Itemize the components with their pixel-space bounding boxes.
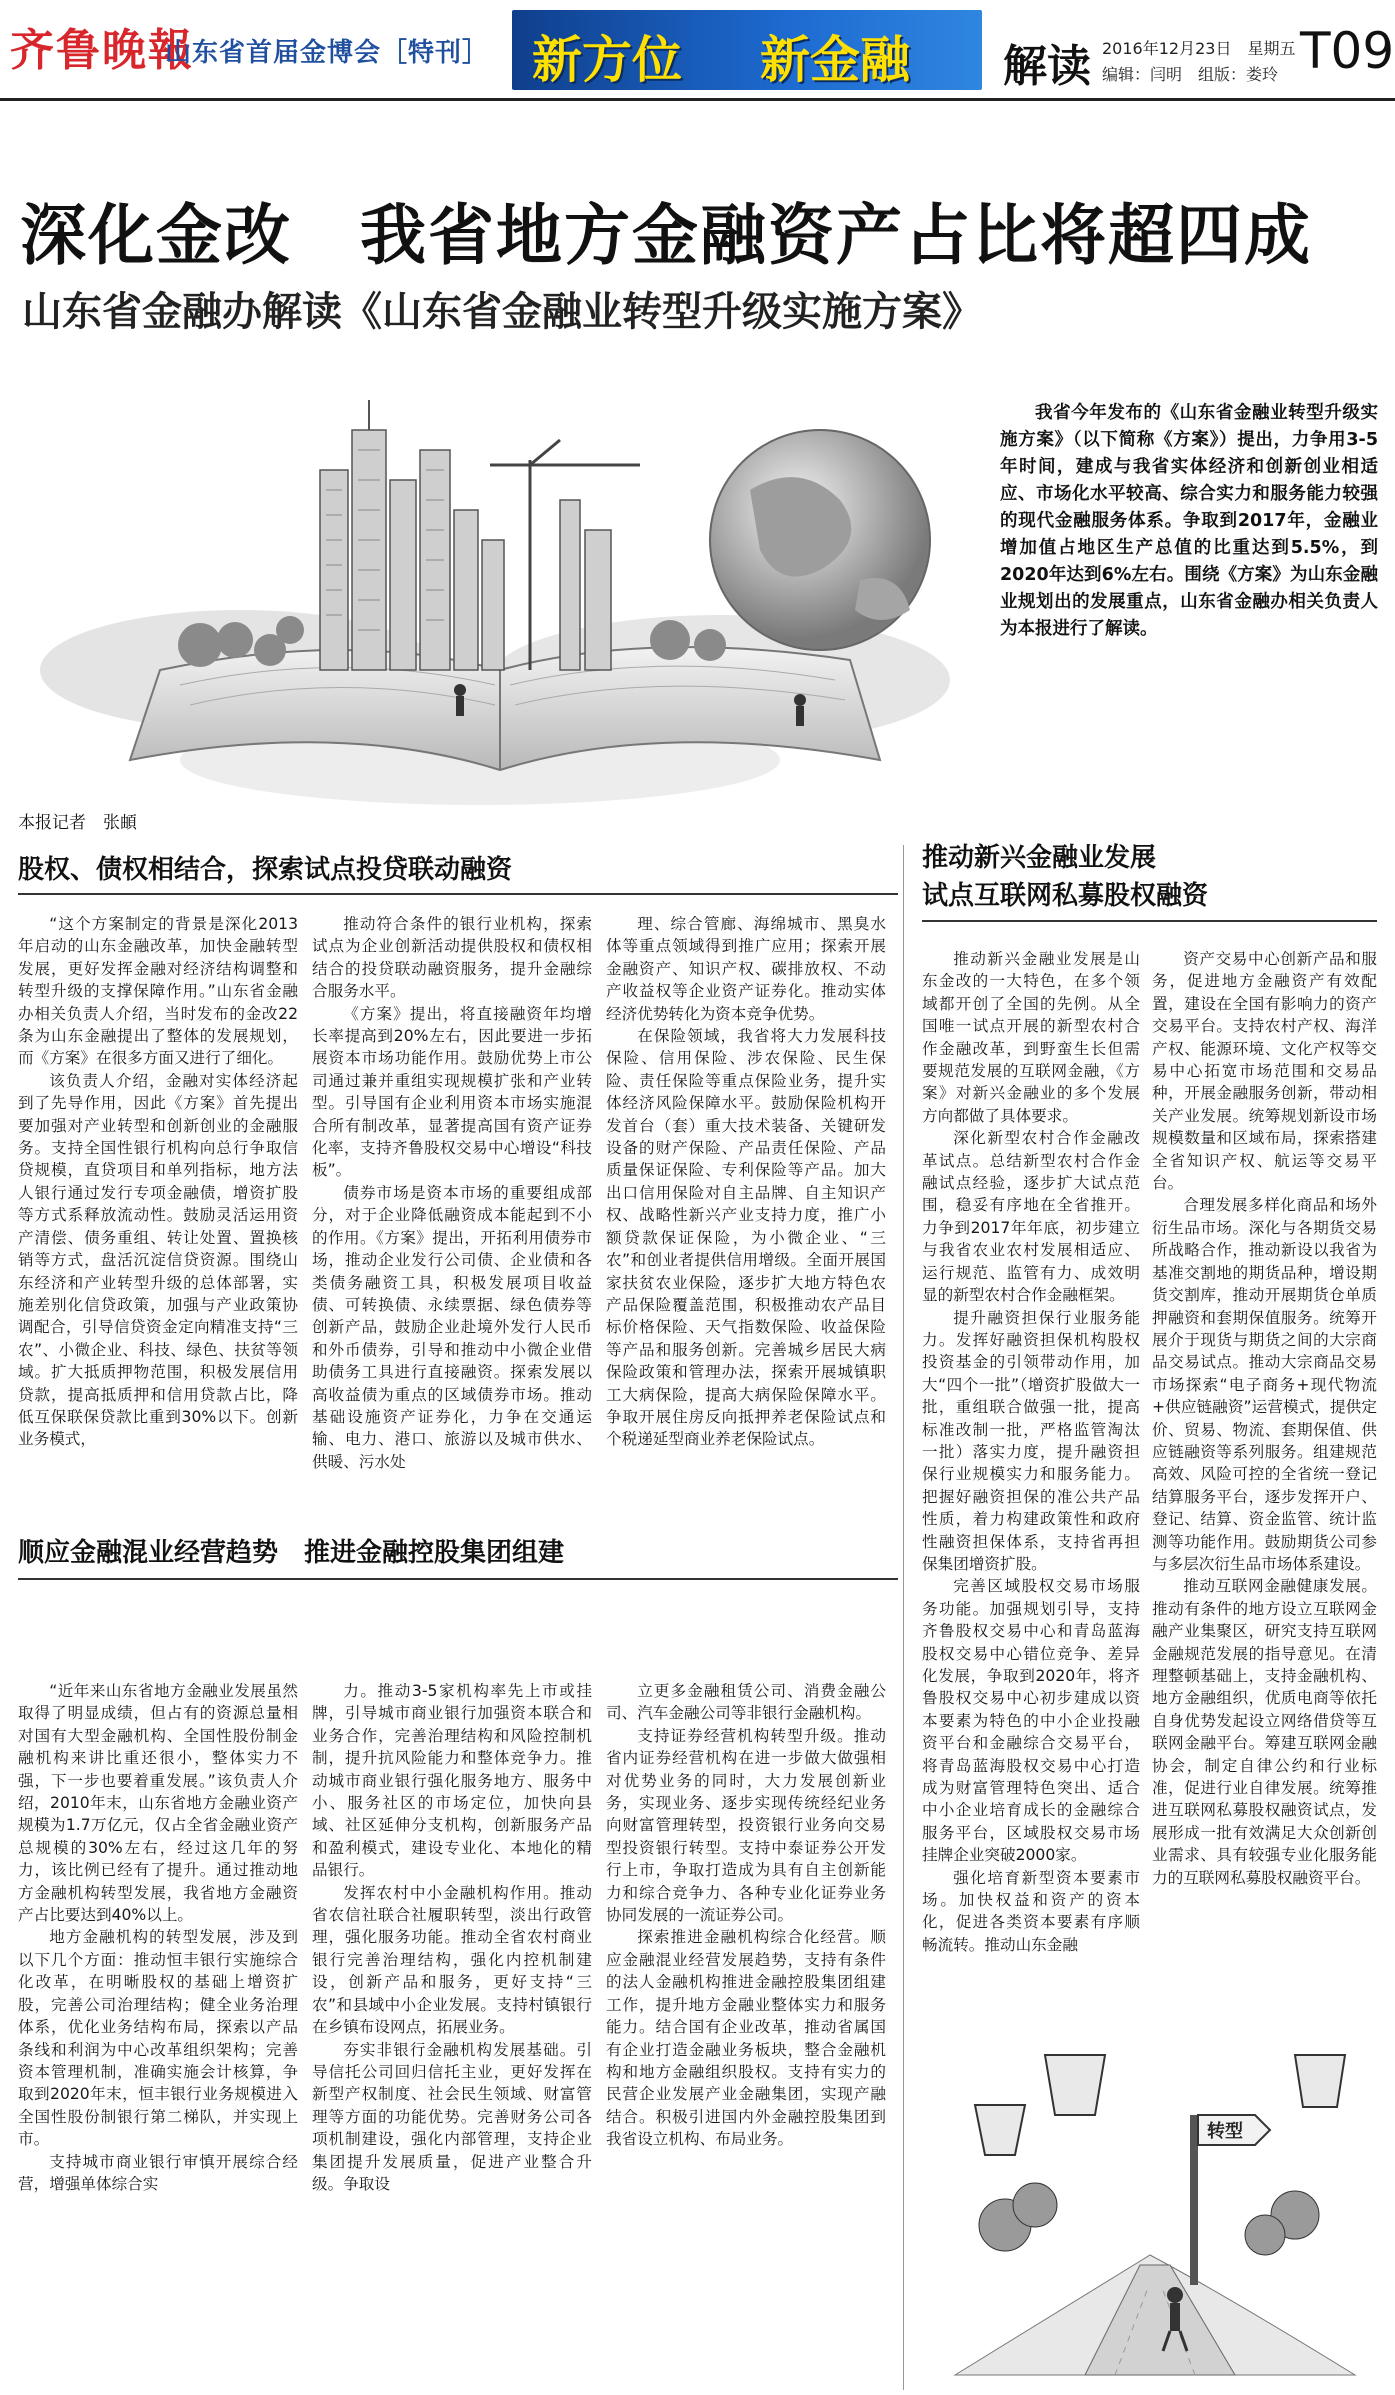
column-divider	[903, 845, 904, 2390]
article-paragraph: 立更多金融租赁公司、消费金融公司、汽车金融公司等非银行金融机构。	[606, 1682, 886, 1723]
editor-credits: 编辑：闫明 组版：娄玲	[1102, 65, 1279, 84]
article-paragraph: 夯实非银行金融机构发展基础。引导信托公司回归信托主业，更好发挥在新型产权制度、社会民生领域、财富管理等方面的功能优势。完善财务公司各项机制建设，强化内部管理，支持企业集团提升发展质量，促进产业整合升级。争取设	[312, 2040, 592, 2193]
article-paragraph: 资产交易中心创新产品和服务，促进地方金融资产有效配置，建设在全国有影响力的资产交易平台。支持农村产权、海洋产权、能源环境、文化产权等交易中心拓宽市场范围和交易品种，开展金融服务创新，带动相关产业发展。统筹规划新设市场规模数量和区域布局，探索搭建全省知识产权、航运等交易平台。	[1152, 950, 1377, 1193]
article-paragraph: 完善区域股权交易市场服务功能。加强规划引导，支持齐鲁股权交易中心和青岛蓝海股权交易中心错位竞争、差异化发展，争取到2020年，将齐鲁股权交易中心初步建成以资本要素为特色的中小企业投融资平台和金融综合交易平台，将青岛蓝海股权交易中心打造成为财富管理特色突出、适合中小企业培育成长的金融综合服务平台，区域股权交易市场挂牌企业突破2000家。	[922, 1577, 1140, 1865]
section1-column3	[606, 913, 886, 1518]
section1-heading: 股权、债权相结合，探索试点投贷联动融资	[18, 855, 513, 885]
lead-paragraph: 我省今年发布的《山东省金融业转型升级实施方案》（以下简称《方案》）提出，力争用3-5年时间，建成与我省实体经济和创新创业相适应、市场化水平较高、综合实力和服务能力较强的现代金融服务体系。争取到2017年，金融业增加值占地区生产总值的比重达到5.5%，到2020年达到6%左右。围绕《方案》为山东金融业规划出的发展重点，山东省金融办相关负责人为本报进行了解读。	[1000, 403, 1378, 639]
signpost-label: 转型	[1207, 2121, 1243, 2142]
article-paragraph: 探索推进金融机构综合化经营。顺应金融混业经营发展趋势，支持有条件的法人金融机构推进金融控股集团组建工作，提升地方金融业整体实力和服务能力。结合国有企业改革，推动省属国有企业打造金融业务板块，整合金融机构和地方金融组织股权。支持有实力的民营企业发展产业金融集团，实现产融结合。积极引进国内外金融控股集团到我省设立机构、布局业务。	[606, 1928, 886, 2149]
article-paragraph: 力。推动3-5家机构率先上市或挂牌，引导城市商业银行加强资本联合和业务合作，完善治理结构和风险控制机制，提升抗风险能力和整体竞争力。推动城市商业银行强化服务地方、服务中小、服务社区的市场定位，加快向县域、社区延伸分支机构，创新服务产品和盈利模式，建设专业化、本地化的精品银行。	[312, 1682, 592, 1880]
article-paragraph: “这个方案制定的背景是深化2013年启动的山东金融改革，加快金融转型发展，更好发挥金融对经济结构调整和转型升级的支撑保障作用。”山东省金融办相关负责人介绍，当时发布的金改22条为山东金融提出了整体的发展规划，而《方案》在很多方面又进行了细化。	[18, 915, 298, 1068]
article-paragraph: 合理发展多样化商品和场外衍生品市场。深化与各期货交易所战略合作，推动新设以我省为基准交割地的期货品种，增设期货交割库，推动开展期货仓单质押融资和套期保值服务。统筹开展介于现货与期货之间的大宗商品交易试点。推动大宗商品交易市场探索“电子商务+现代物流+供应链融资”运营模式，提供定价、贸易、物流、套期保值、供应链融资等系列服务。组建规范高效、风险可控的全省统一登记结算服务平台，逐步发挥开户、登记、结算、资金监管、统计监测等功能作用。鼓励期货公司参与多层次衍生品市场体系建设。	[1152, 1196, 1377, 1573]
article-paragraph: 《方案》提出，将直接融资年均增长率提高到20%左右，因此要进一步拓展资本市场功能作用。鼓励优势上市公司通过兼并重组实现规模扩张和产业转型。引导国有企业利用资本市场实施混合所有制改革，显著提高国有资产证券化率，支持齐鲁股权交易中心增设“科技板”。	[312, 1004, 592, 1180]
section2-heading: 顺应金融混业经营趋势 推进金融控股集团组建	[18, 1538, 565, 1568]
special-issue-label: 山东省首届金博会［特刊］	[165, 38, 490, 68]
byline: 本报记者 张頔	[18, 813, 137, 833]
transformation-signpost-cartoon	[935, 1995, 1365, 2390]
article-paragraph: 支持证券经营机构转型升级。推动省内证券经营机构在进一步做大做强相对优势业务的同时，大力发展创新业务，实现业务、逐步实现传统经纪业务向财富管理转型，投资银行业务向交易型投资银行转型。支持中泰证券公开发行上市，争取打造成为具有自主创新能力和综合竞争力、各种专业化证券业务协同发展的一流证券公司。	[606, 1726, 886, 1925]
section1-column2	[312, 913, 592, 1518]
page-number: T09	[1300, 22, 1395, 80]
section2-rule	[18, 1578, 898, 1580]
section3-rule	[922, 920, 1377, 922]
sub-headline: 山东省金融办解读《山东省金融业转型升级实施方案》	[22, 289, 982, 335]
section3-heading-line2: 试点互联网私募股权融资	[922, 881, 1209, 911]
article-paragraph: 在保险领域，我省将大力发展科技保险、信用保险、涉农保险、民生保险、责任保险等重点保险业务，提升实体经济风险保障水平。鼓励保险机构开发首台（套）重大技术装备、关键研发设备的财产保险、产品责任保险、产品质量保证保险、专利保险等产品。加大出口信用保险对自主品牌、自主知识产权、战略性新兴产业支持力度，推广小额贷款保证保险，为小微企业、“三农”和创业者提供信用增级。全面开展国家扶贫农业保险，逐步扩大地方特色农产品保险覆盖范围，积极推动农产品目标价格保险、天气指数保险、收益保险等产品和服务创新。完善城乡居民大病保险政策和管理办法，探索开展城镇职工大病保险，提高大病保险保障水平。争取开展住房反向抵押养老保险试点和个税递延型商业养老保险试点。	[606, 1027, 886, 1449]
article-paragraph: 推动符合条件的银行业机构，探索试点为企业创新活动提供股权和债权相结合的投贷联动融资服务，提升金融综合服务水平。	[312, 915, 592, 1001]
article-paragraph: 推动互联网金融健康发展。推动有条件的地方设立互联网金融产业集聚区，研究支持互联网金融规范发展的指导意见。在清理整顿基础上，支持金融机构、地方金融组织，优质电商等依托自身优势发起设立网络借贷等互联网金融平台。筹建互联网金融协会，制定自律公约和行业标准，促进行业自律发展。统筹推进互联网私募股权融资试点，发展形成一批有效满足大众创新创业需求、具有较强专业化服务能力的互联网私募股权融资平台。	[1152, 1577, 1377, 1887]
article-paragraph: 该负责人介绍，金融对实体经济起到了先导作用，因此《方案》首先提出要加强对产业转型和创新创业的金融服务。支持全国性银行机构向总行争取信贷规模，直贷项目和单列指标，地方法人银行通过发行专项金融债，增资扩股等方式系释放流动性。鼓励灵活运用资产清偿、债务重组、转让处置、置换核销等方式，盘活沉淀信贷资源。围绕山东经济和产业转型升级的总体部署，实施差别化信贷政策，加强与产业政策协调配合，引导信贷资金定向精准支持“三农”、小微企业、科技、绿色、扶贫等领域。扩大抵质押物范围，积极发展信用贷款，提高抵质押和信用贷款占比，降低互保联保贷款比重到30%以下。创新业务模式，	[18, 1071, 298, 1449]
article-paragraph: “近年来山东省地方金融业发展虽然取得了明显成绩，但占有的资源总量相对国有大型金融机构、全国性股份制金融机构来讲比重还很小，整体实力不强，下一步也要着重发展。”该负责人介绍，2010年末，山东省地方金融业资产规模为1.7万亿元，仅占全省金融业资产总规模的30%左右，经过这几年的努力，该比例已经有了提升。通过推动地方金融机构转型发展，我省地方金融资产占比要达到40%以上。	[18, 1682, 298, 1925]
open-book-city-illustration	[20, 340, 1000, 810]
article-paragraph: 支持城市商业银行审慎开展综合经营，增强单体综合实	[18, 2152, 298, 2193]
section1-column1	[18, 913, 298, 1518]
section2-column2	[312, 1680, 592, 2390]
publication-date: 2016年12月23日 星期五	[1102, 39, 1296, 58]
section2-column1	[18, 1680, 298, 2390]
section-label: 解读	[1003, 41, 1091, 92]
masthead-rule	[0, 98, 1395, 101]
section3-column1	[922, 948, 1140, 2053]
banner-text-new-position: 新方位	[532, 30, 682, 89]
article-paragraph: 理、综合管廊、海绵城市、黑臭水体等重点领域得到推广应用；探索开展金融资产、知识产权、碳排放权、不动产收益权等企业资产证券化。推动实体经济优势转化为资本竞争优势。	[606, 915, 886, 1023]
article-paragraph: 推动新兴金融业发展是山东金改的一大特色，在多个领域都开创了全国的先例。从全国唯一试点开展的新型农村合作金融改革，到野蛮生长但需要规范发展的互联网金融，《方案》对新兴金融业的多个发展方向都做了具体要求。	[922, 950, 1140, 1125]
article-paragraph: 强化培育新型资本要素市场。加快权益和资产的资本化，促进各类资本要素有序顺畅流转。推动山东金融	[922, 1868, 1140, 1954]
article-paragraph: 提升融资担保行业服务能力。发挥好融资担保机构股权投资基金的引领带动作用，加大“四个一批”（增资扩股做大一批，重组联合做强一批，提高标准改制一批，严格监管淘汰一批）落实力度，提升融资担保行业规模实力和服务能力。把握好融资担保的准公共产品性质，着力构建政策性和政府性融资担保体系，支持省再担保集团增资扩股。	[922, 1308, 1140, 1573]
section3-heading-line1: 推动新兴金融业发展	[922, 843, 1157, 873]
section3-column2	[1152, 948, 1377, 1988]
article-paragraph: 发挥农村中小金融机构作用。推动省农信社联合社履职转型，淡出行政管理，强化服务功能。推动全省农村商业银行完善治理结构，强化内控机制建设，创新产品和服务，更好支持“三农”和县域中小企业发展。支持村镇银行在乡镇布设网点，拓展业务。	[312, 1883, 592, 2037]
section1-rule	[18, 893, 898, 895]
article-paragraph: 地方金融机构的转型发展，涉及到以下几个方面：推动恒丰银行实施综合化改革，在明晰股权的基础上增资扩股，完善公司治理结构；健全业务治理体系，优化业务结构布局，探索以产品条线和利润为中心改革组织架构；完善资本管理机制，准确实施会计核算，争取到2020年末，恒丰银行业务规模进入全国性股份制银行第二梯队，并实现上市。	[18, 1928, 298, 2149]
banner-text-new-finance: 新金融	[760, 30, 910, 89]
newspaper-logo: 齐鲁晚報	[10, 25, 194, 76]
main-headline: 深化金改 我省地方金融资产占比将超四成	[20, 197, 1312, 274]
article-paragraph: 深化新型农村合作金融改革试点。总结新型农村合作金融试点经验，逐步扩大试点范围，稳妥有序地在全省推开。力争到2017年年底，初步建立与我省农业农村发展相适应、运行规范、监管有力、成效明显的新型农村合作金融框架。	[922, 1129, 1140, 1305]
section2-column3	[606, 1680, 886, 2390]
article-paragraph: 债券市场是资本市场的重要组成部分，对于企业降低融资成本能起到不小的作用。《方案》提出，开拓利用债券市场，推动企业发行公司债、企业债和各类债务融资工具，积极发展项目收益债、可转换债、永续票据、绿色债券等创新产品，鼓励企业赴境外发行人民币和外币债券，引导和推动中小微企业借助债务工具进行直接融资。探索发展以高收益债为重点的区域债券市场。推动基础设施资产证券化，力争在交通运输、电力、港口、旅游以及城市供水、供暖、污水处	[312, 1183, 592, 1471]
